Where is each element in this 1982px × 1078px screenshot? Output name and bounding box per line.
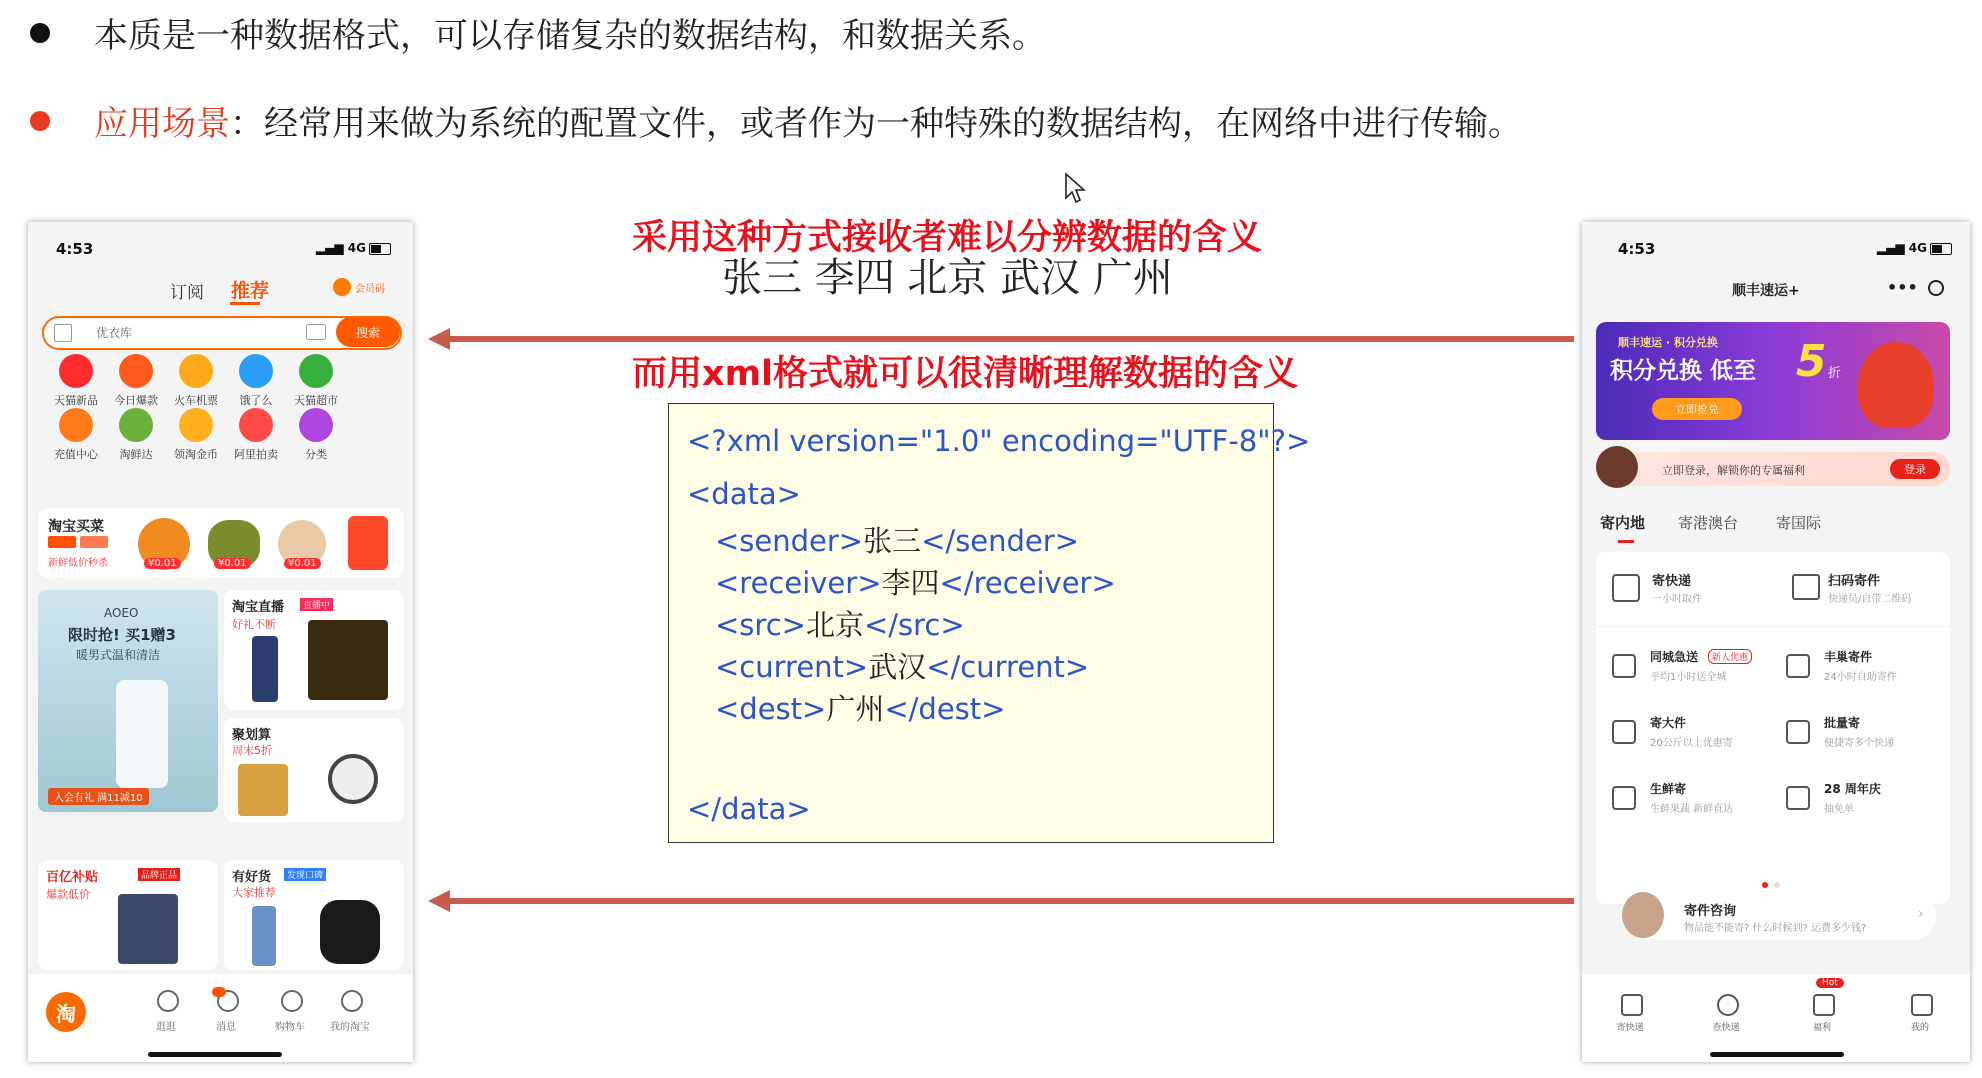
product-watch-image xyxy=(328,754,378,804)
login-tip: 立即登录，解锁你的专属福利 xyxy=(1662,464,1805,477)
promo-footer: 入会有礼 满11减10 xyxy=(48,788,149,805)
maicai-sub: 新鲜低价秒杀 xyxy=(48,558,108,569)
more-icon[interactable]: ••• xyxy=(1887,278,1918,297)
login-button[interactable]: 登录 xyxy=(1890,459,1940,479)
app-5-icon[interactable] xyxy=(59,408,93,442)
message-badge xyxy=(212,987,226,997)
close-miniapp-icon[interactable] xyxy=(1928,280,1944,296)
scan-send-sub: 快递员/自带二维码 xyxy=(1828,594,1912,605)
service-3-icon[interactable] xyxy=(1786,720,1810,744)
arrow-bottom-head xyxy=(428,890,450,912)
yhh-badge: 发现口碑 xyxy=(284,868,326,881)
app-7-icon[interactable] xyxy=(179,408,213,442)
xml-open-tag: <dest> xyxy=(715,692,827,726)
service-sub: 便捷寄多个快递 xyxy=(1824,738,1894,749)
consult-avatar xyxy=(1622,892,1664,938)
xml-close-tag: </current> xyxy=(926,650,1090,684)
app-1-icon[interactable] xyxy=(119,354,153,388)
yhh-title: 有好货 xyxy=(232,870,272,885)
sf-promo-banner[interactable] xyxy=(1596,322,1950,440)
live-sub: 好礼不断 xyxy=(232,618,276,631)
send-express-sub: 一小时取件 xyxy=(1652,594,1702,605)
nav-2-icon[interactable] xyxy=(1813,994,1835,1016)
jhs-sub: 周末5折 xyxy=(232,744,272,757)
xml-value: 广州 xyxy=(826,692,885,726)
app-3-icon[interactable] xyxy=(239,354,273,388)
app-label: 饿了么 xyxy=(239,394,273,407)
app-label: 领淘金币 xyxy=(174,448,218,461)
member-icon xyxy=(333,278,351,296)
price-tag: ¥0.01 xyxy=(214,558,251,569)
service-sub: 生鲜果蔬 新鲜直达 xyxy=(1650,804,1734,815)
sf-service-card xyxy=(1596,552,1950,904)
raw-data-text: 张三 李四 北京 武汉 广州 xyxy=(722,255,1173,301)
service-badge: 新人优惠 xyxy=(1708,649,1752,664)
service-2-icon[interactable] xyxy=(1612,720,1636,744)
sf-title: 顺丰速运+ xyxy=(1732,283,1800,299)
xml-close-tag: </receiver> xyxy=(939,566,1116,600)
product-razor-image xyxy=(118,894,178,964)
service-label[interactable]: 丰巢寄件 xyxy=(1824,650,1873,664)
consult-sub: 物品能不能寄? 什么时候到? 运费多少钱? xyxy=(1684,923,1867,934)
app-label: 天猫超市 xyxy=(294,394,338,407)
xml-open-tag: <receiver> xyxy=(715,566,882,600)
tab-recommend[interactable]: 推荐 xyxy=(231,280,270,302)
nav-label[interactable]: 查快递 xyxy=(1712,1023,1740,1033)
service-label[interactable]: 生鲜寄 xyxy=(1650,782,1687,796)
nav-1-icon[interactable] xyxy=(157,990,179,1012)
app-label: 充值中心 xyxy=(54,448,98,461)
xml-element-line xyxy=(715,645,1089,686)
network-label: 4G xyxy=(1908,241,1927,255)
nav-label[interactable]: 福利 xyxy=(1812,1023,1831,1033)
xml-open-tag: <sender> xyxy=(715,524,864,558)
product-pants-image xyxy=(252,906,276,966)
product-box-image xyxy=(308,620,388,700)
consult-bar[interactable] xyxy=(1636,892,1936,940)
app-9-icon[interactable] xyxy=(299,408,333,442)
xml-value: 武汉 xyxy=(868,650,927,684)
banner-button[interactable]: 立即抢兑 xyxy=(1652,398,1742,420)
xml-close-tag: </src> xyxy=(863,608,965,642)
service-sub: 24小时自助寄件 xyxy=(1824,672,1897,683)
product-cleanser-image xyxy=(116,680,168,788)
maicai-card[interactable] xyxy=(38,508,404,578)
app-0-icon[interactable] xyxy=(59,354,93,388)
xml-code-box xyxy=(668,403,1311,843)
app-label: 阿里拍卖 xyxy=(234,448,278,461)
consult-title: 寄件咨询 xyxy=(1684,904,1737,919)
member-code-button[interactable] xyxy=(333,278,385,296)
service-4-icon[interactable] xyxy=(1612,786,1636,810)
app-2-icon[interactable] xyxy=(179,354,213,388)
nav-label[interactable]: 我的 xyxy=(1910,1023,1929,1033)
byb-title: 百亿补贴 xyxy=(46,870,99,885)
login-tip-bar[interactable] xyxy=(1596,452,1950,486)
nav-label[interactable]: 逛逛 xyxy=(156,1022,176,1033)
yhh-card[interactable] xyxy=(224,860,404,970)
promo-line2: 暖男式温和清洁 xyxy=(76,648,161,662)
maicai-title: 淘宝买菜 xyxy=(48,519,104,535)
avatar xyxy=(1596,446,1638,488)
xml-open-tag: <src> xyxy=(715,608,806,642)
byb-card[interactable] xyxy=(38,860,218,970)
search-input[interactable]: 优衣库 xyxy=(96,326,133,340)
chevron-right-icon: › xyxy=(1918,906,1924,922)
banner-discount: 5 xyxy=(1796,336,1827,387)
network-label: 4G xyxy=(347,241,366,255)
xml-close-tag: </dest> xyxy=(884,692,1006,726)
status-signal: ▂▄▆ 4G xyxy=(1877,241,1952,255)
app-8-icon[interactable] xyxy=(239,408,273,442)
product-jeans-image xyxy=(252,636,278,702)
member-code-label: 会员码 xyxy=(355,283,385,295)
app-4-icon[interactable] xyxy=(299,354,333,388)
camera-icon[interactable] xyxy=(306,324,326,340)
status-time: 4:53 xyxy=(1618,240,1656,258)
send-express-icon[interactable] xyxy=(1612,574,1640,602)
price-tag: ¥0.01 xyxy=(284,558,321,569)
mascot-image xyxy=(1858,342,1934,428)
taobao-phone xyxy=(28,222,413,1062)
service-label[interactable]: 寄大件 xyxy=(1650,716,1687,730)
app-label: 天猫新品 xyxy=(54,394,98,407)
live-badge: 直播中 xyxy=(300,598,333,611)
service-label[interactable]: 28 周年庆 xyxy=(1824,782,1881,796)
scan-send-label[interactable]: 扫码寄件 xyxy=(1828,574,1881,589)
maicai-tag xyxy=(80,536,108,548)
divider xyxy=(1596,626,1950,627)
tab-international[interactable]: 寄国际 xyxy=(1776,514,1822,532)
nav-1-icon[interactable] xyxy=(1717,994,1739,1016)
arrow-top-head xyxy=(428,328,450,350)
xml-open-data: <data> xyxy=(687,477,801,511)
nav-3-icon[interactable] xyxy=(1911,994,1933,1016)
tab-underline xyxy=(1618,540,1634,543)
status-time: 4:53 xyxy=(56,240,94,258)
battery-icon xyxy=(369,243,391,255)
product-gift-image xyxy=(348,516,388,570)
nav-home-icon[interactable]: 淘 xyxy=(46,992,86,1032)
tab-domestic[interactable]: 寄内地 xyxy=(1600,514,1646,532)
battery-icon xyxy=(1930,243,1952,255)
live-title: 淘宝直播 xyxy=(232,600,285,615)
byb-badge: 品牌正品 xyxy=(138,868,180,881)
promo-line1: 限时抢! 买1赠3 xyxy=(68,626,176,644)
home-indicator xyxy=(1710,1052,1844,1057)
price-tag: ¥0.01 xyxy=(144,558,181,569)
product-supplement-image xyxy=(238,764,288,816)
bullet-highlight: 应用场景 xyxy=(94,104,230,144)
tab-subscribe[interactable]: 订阅 xyxy=(170,283,204,303)
nav-label[interactable]: 寄快递 xyxy=(1616,1023,1644,1033)
nav-label[interactable]: 消息 xyxy=(216,1022,236,1033)
tab-underline xyxy=(230,302,260,305)
app-label: 分类 xyxy=(305,448,327,461)
service-label[interactable]: 同城急送 xyxy=(1650,650,1699,664)
page-dot-active xyxy=(1762,882,1768,888)
search-button[interactable]: 搜索 xyxy=(336,317,400,347)
caption-raw-hard: 采用这种方式接收者难以分辨数据的含义 xyxy=(632,218,1263,258)
app-label: 今日爆款 xyxy=(114,394,158,407)
promo-brand: AOEO xyxy=(104,606,139,620)
xml-open-tag: <current> xyxy=(715,650,869,684)
taobao-bottom-nav xyxy=(28,974,413,1062)
caption-xml-clear: 而用xml格式就可以很清晰理解数据的含义 xyxy=(632,354,1299,394)
xml-declaration: <?xml version="1.0" encoding="UTF-8"?> xyxy=(687,424,1311,458)
xml-value: 李四 xyxy=(881,566,940,600)
product-shoes-image xyxy=(320,900,380,964)
sf-bottom-nav xyxy=(1582,974,1970,1062)
search-bar[interactable] xyxy=(42,316,402,350)
xml-element-line xyxy=(715,561,1116,602)
service-sub: 平均1小时送全城 xyxy=(1650,672,1727,683)
xml-element-line xyxy=(715,603,965,644)
xml-value: 张三 xyxy=(863,524,922,558)
xml-element-line xyxy=(715,687,1005,728)
arrow-bottom xyxy=(448,898,1574,904)
app-6-icon[interactable] xyxy=(119,408,153,442)
service-sub: 抽免单 xyxy=(1824,804,1854,815)
banner-top: 顺丰速运 · 积分兑换 xyxy=(1618,336,1718,349)
nav-3-icon[interactable] xyxy=(281,990,303,1012)
send-express-label[interactable]: 寄快递 xyxy=(1652,574,1692,589)
jhs-title: 聚划算 xyxy=(232,728,272,743)
bullet-text: ：经常用来做为系统的配置文件，或者作为一种特殊的数据结构，在网络中进行传输。 xyxy=(230,104,1522,144)
service-0-icon[interactable] xyxy=(1612,654,1636,678)
jhs-card[interactable] xyxy=(224,718,404,822)
banner-main: 积分兑换 低至 xyxy=(1610,358,1757,384)
scan-icon[interactable] xyxy=(54,324,72,342)
scan-code-icon[interactable] xyxy=(1792,574,1820,600)
nav-label[interactable]: 购物车 xyxy=(275,1022,305,1033)
home-indicator xyxy=(148,1052,282,1057)
nav-hot-badge: Hot xyxy=(1816,978,1844,988)
live-card[interactable] xyxy=(224,590,404,710)
service-label[interactable]: 批量寄 xyxy=(1824,716,1861,730)
app-label: 火车机票 xyxy=(174,394,218,407)
bullet-dot xyxy=(30,111,50,131)
bullet-text: 本质是一种数据格式，可以存储复杂的数据结构，和数据关系。 xyxy=(94,16,1046,56)
yhh-sub: 大家推荐 xyxy=(232,886,276,899)
nav-4-icon[interactable] xyxy=(341,990,363,1012)
service-1-icon[interactable] xyxy=(1786,654,1810,678)
bullet-item-essence xyxy=(30,8,1046,57)
tab-hk-mo-tw[interactable]: 寄港澳台 xyxy=(1678,514,1739,532)
sf-phone xyxy=(1582,222,1970,1062)
nav-label[interactable]: 我的淘宝 xyxy=(330,1022,370,1033)
page-dot xyxy=(1774,882,1780,888)
mouse-cursor-icon xyxy=(1064,172,1086,204)
maicai-tag xyxy=(48,536,76,548)
byb-sub: 爆款低价 xyxy=(46,888,90,901)
nav-0-icon[interactable] xyxy=(1621,994,1643,1016)
banner-unit: 折 xyxy=(1828,366,1842,381)
bullet-item-usage xyxy=(30,96,1522,145)
xml-close-tag: </sender> xyxy=(921,524,1079,558)
app-label: 淘鲜达 xyxy=(119,448,153,461)
xml-close-data: </data> xyxy=(687,792,811,826)
arrow-top xyxy=(448,336,1574,342)
service-5-icon[interactable] xyxy=(1786,786,1810,810)
xml-element-line xyxy=(715,519,1079,560)
status-signal: ▂▄▆ 4G xyxy=(316,241,391,255)
bullet-dot xyxy=(30,23,50,43)
service-sub: 20公斤以上优惠寄 xyxy=(1650,738,1733,749)
xml-value: 北京 xyxy=(805,608,864,642)
promo-banner[interactable] xyxy=(38,590,218,812)
